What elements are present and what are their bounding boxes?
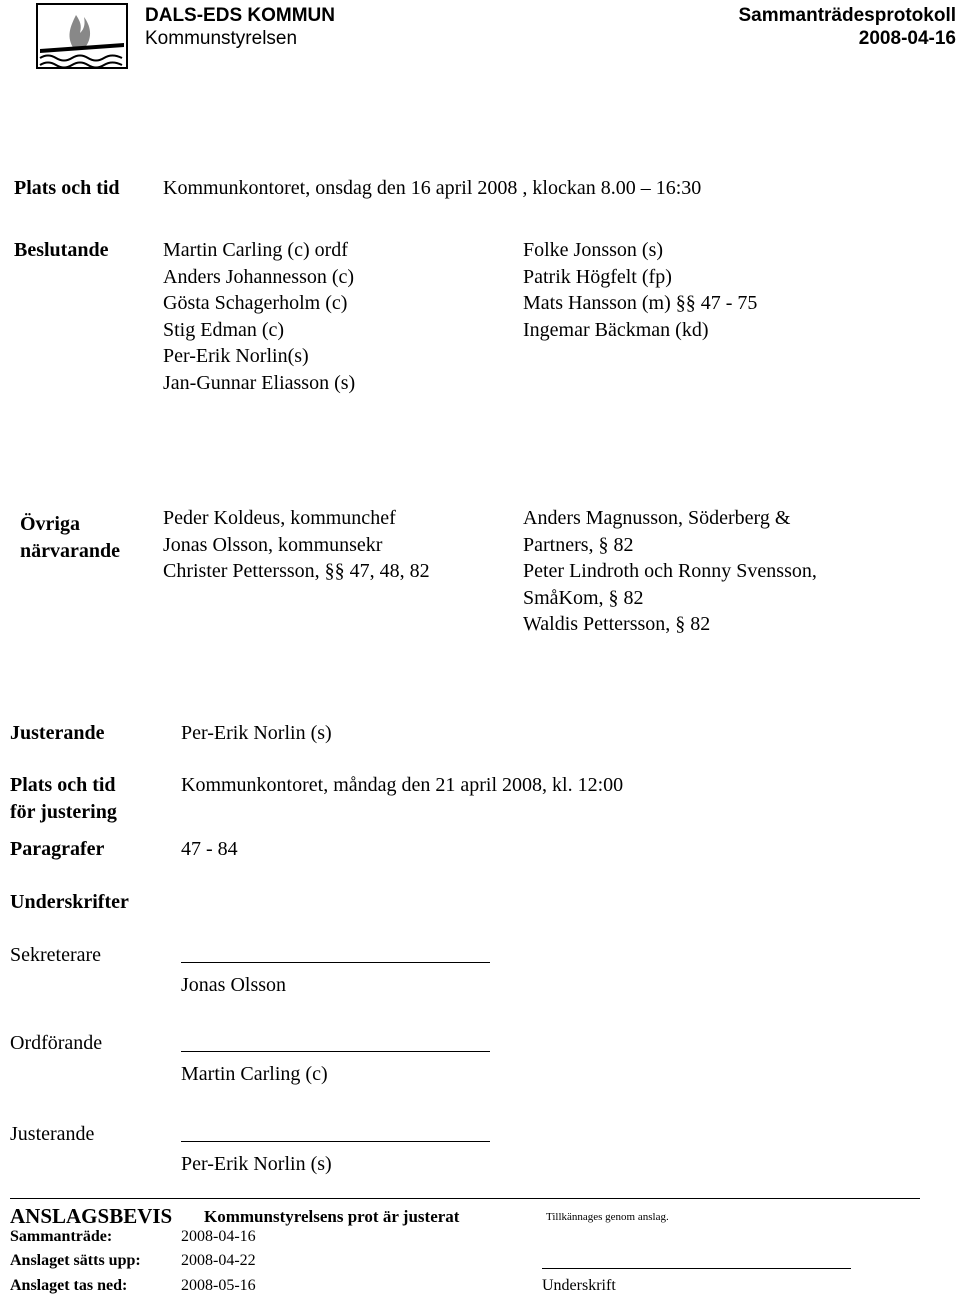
chair-signature-line (181, 1051, 490, 1052)
member: Martin Carling (c) ordf (163, 239, 348, 261)
decision-makers-col1 (163, 237, 355, 397)
member: Jan-Gunnar Eliasson (s) (163, 371, 356, 394)
others-label-line2: närvarande (20, 540, 120, 562)
place-time-label: Plats och tid (14, 177, 120, 199)
board-name: Kommunstyrelsen (145, 28, 298, 49)
paragraphs-label: Paragrafer (10, 838, 105, 860)
decision-makers-label: Beslutande (14, 239, 109, 261)
attendee: Anders Magnusson, Söderberg & (523, 507, 791, 529)
adjust-place-value: Kommunkontoret, måndag den 21 april 2008, kl. 12:00 (181, 774, 624, 796)
notice-divider (10, 1198, 920, 1199)
adjust-place-label-line1: Plats och tid (10, 774, 116, 796)
notice-removed-value: 2008-05-16 (181, 1277, 256, 1294)
attendee: Peder Koldeus, kommunchef (163, 507, 396, 529)
signatures-label: Underskrifter (10, 891, 129, 913)
member: Mats Hansson (m) §§ 47 - 75 (523, 292, 758, 315)
member: Ingemar Bäckman (kd) (523, 318, 709, 341)
attendee: Peter Lindroth och Ronny Svensson, (523, 560, 817, 583)
secretary-signature-line (181, 962, 490, 963)
notice-removed-label: Anslaget tas ned: (10, 1277, 128, 1294)
adjust-place-label-line2: för justering (10, 801, 117, 823)
member: Stig Edman (c) (163, 318, 285, 341)
municipality-name: DALS-EDS KOMMUN (145, 5, 335, 26)
member: Folke Jonsson (s) (523, 239, 664, 261)
others-col2 (523, 505, 817, 638)
notice-meeting-value: 2008-04-16 (181, 1228, 256, 1245)
decision-makers-col2 (523, 237, 757, 343)
member: Anders Johannesson (c) (163, 265, 355, 288)
paragraphs-value: 47 - 84 (181, 838, 238, 860)
notice-title: ANSLAGSBEVIS (10, 1204, 173, 1228)
adjuster-value: Per-Erik Norlin (s) (181, 722, 332, 744)
member: Gösta Schagerholm (c) (163, 292, 348, 315)
adjuster-label: Justerande (10, 722, 105, 744)
notice-subtitle: Kommunstyrelsens prot är justerat (204, 1207, 460, 1226)
place-time-value: Kommunkontoret, onsdag den 16 april 2008 , klockan 8.00 – 16:30 (163, 177, 702, 199)
secretary-name: Jonas Olsson (181, 974, 287, 996)
notice-posted-value: 2008-04-22 (181, 1252, 256, 1269)
document-date: 2008-04-16 (858, 28, 956, 49)
notice-signature-line (542, 1268, 851, 1269)
others-col1 (163, 505, 430, 585)
secretary-role: Sekreterare (10, 944, 102, 966)
others-label-line1: Övriga (20, 513, 80, 535)
municipality-logo (36, 3, 128, 76)
others-label (20, 511, 120, 565)
attendee: SmåKom, § 82 (523, 586, 644, 609)
notice-signature-label: Underskrift (542, 1277, 616, 1294)
chair-name: Martin Carling (c) (181, 1063, 328, 1085)
notice-announced: Tillkännages genom anslag. (546, 1211, 669, 1223)
adjuster-role: Justerande (10, 1123, 95, 1145)
adjuster-name: Per-Erik Norlin (s) (181, 1153, 332, 1175)
attendee: Partners, § 82 (523, 533, 634, 556)
member: Patrik Högfelt (fp) (523, 265, 672, 288)
notice-posted-label: Anslaget sätts upp: (10, 1252, 141, 1269)
attendee: Christer Pettersson, §§ 47, 48, 82 (163, 560, 430, 583)
attendee: Waldis Pettersson, § 82 (523, 613, 711, 636)
member: Per-Erik Norlin(s) (163, 345, 309, 368)
chair-role: Ordförande (10, 1032, 103, 1054)
notice-meeting-label: Sammanträde: (10, 1228, 113, 1245)
document-type: Sammanträdesprotokoll (738, 5, 956, 26)
adjuster-signature-line (181, 1141, 490, 1142)
attendee: Jonas Olsson, kommunsekr (163, 533, 383, 556)
adjust-place-label (10, 772, 117, 826)
